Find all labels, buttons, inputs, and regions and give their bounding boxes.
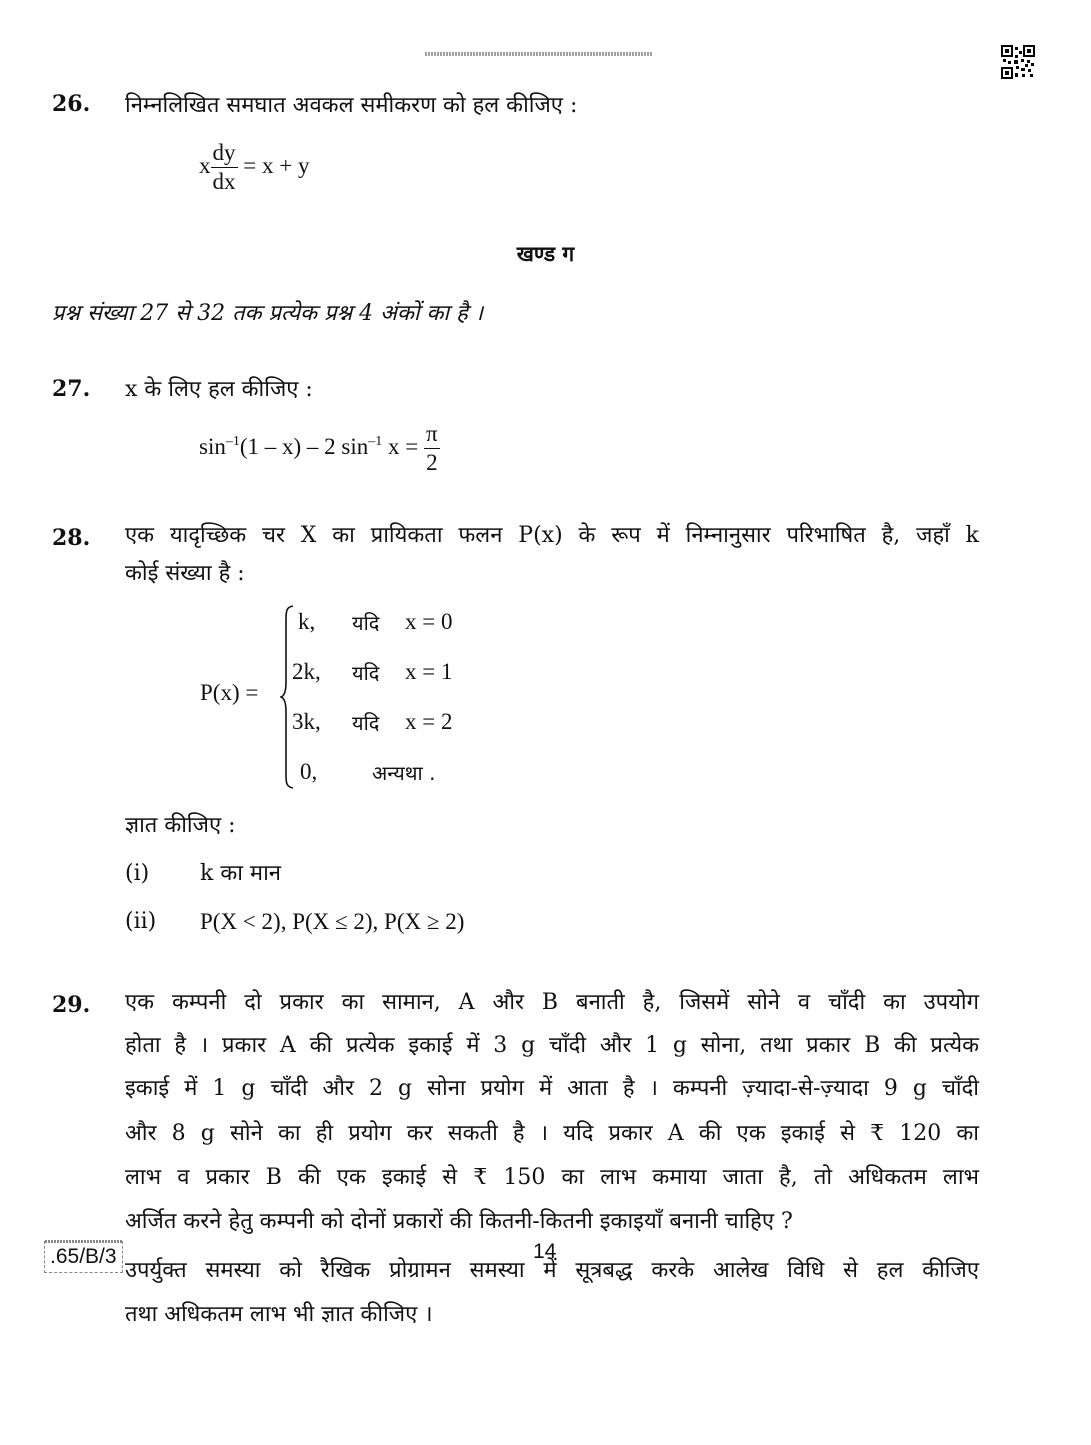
q26-equation [199,141,309,194]
q27-fraction-num: π [424,422,440,449]
case-equation: x = 1 [405,659,453,684]
q26-fraction-num: dy [211,141,238,168]
q27-eq-part3: x = [382,433,424,459]
page-number: 14 [533,1240,557,1263]
q27-fraction-den: 2 [426,450,438,475]
q29-line: लाभ व प्रकार B की एक इकाई से ₹ 150 का लाभ कमाया जाता है, तो अधिकतम लाभ [125,1165,979,1190]
q29-line: एक कम्पनी दो प्रकार का सामान, A और B बनाती है, जिसमें सोने व चाँदी का उपयोग [125,990,979,1015]
top-microtext-strip [425,52,653,56]
q26-number: 26. [52,91,91,117]
case-condition: यदि [352,661,380,685]
q28-line1: एक यादृच्छिक चर X का प्रायिकता फलन P(x) के रूप में निम्नानुसार परिभाषित है, जहाँ k [125,523,979,548]
q28-find: ज्ञात कीजिए : [125,813,236,838]
q27-number: 27. [52,376,91,402]
q27-fraction [424,422,440,475]
q28-part-text: k का मान [200,861,281,886]
case-value: 2k, [292,659,321,684]
q28-part-label: (ii) [125,909,157,934]
q28-lhs: P(x) = [200,680,259,705]
q26-text: निम्नलिखित समघात अवकल समीकरण को हल कीजिए : [125,93,578,118]
q26-eq-rhs: = x + y [243,152,310,178]
case-value: 0, [300,759,318,784]
q28-line2: कोई संख्या है : [125,561,245,586]
q29-line: इकाई में 1 g चाँदी और 2 g सोना प्रयोग में आता है । कम्पनी ज़्यादा-से-ज़्यादा 9 g चाँदी [125,1076,979,1101]
q29-line: उपर्युक्त समस्या को रैखिक प्रोग्रामन समस्या में सूत्रबद्ध करके आलेख विधि से हल कीजिए [125,1258,979,1283]
q26-eq-lhs: x [199,152,211,178]
q27-eq-exp2: –1 [368,434,383,450]
left-brace-icon [280,604,294,790]
microtext-strip [45,1240,122,1243]
q26-fraction-den: dx [212,169,236,194]
case-condition: यदि [352,711,380,735]
q27-eq-part2: (1 – x) – 2 sin [239,433,369,459]
q26-fraction [211,141,238,194]
q28-number: 28. [52,525,91,551]
q27-equation [199,422,440,475]
q29-line: और 8 g सोने का ही प्रयोग कर सकती है । यदि प्रकार A की एक इकाई से ₹ 120 का [125,1121,979,1146]
q29-number: 29. [52,992,91,1018]
q29-line: तथा अधिकतम लाभ भी ज्ञात कीजिए । [125,1302,433,1327]
q28-part-text: P(X < 2), P(X ≤ 2), P(X ≥ 2) [200,909,465,934]
paper-code [44,1241,123,1273]
section-instruction: प्रश्न संख्या 27 से 32 तक प्रत्येक प्रश्न 4 अंकों का है । [52,301,484,326]
case-equation: x = 2 [405,709,453,734]
case-value: 3k, [292,709,321,734]
q28-part-label: (i) [125,861,150,886]
q27-eq-part1: sin [199,433,226,459]
paper-code-text: .65/B/3 [50,1245,117,1268]
q29-line: होता है । प्रकार A की प्रत्येक इकाई में 3 g चाँदी और 1 g सोना, तथा प्रकार B की प्रत्येक [125,1033,979,1058]
case-condition: अन्यथा . [372,761,436,785]
case-condition: यदि [352,611,380,635]
section-heading: खण्ड ग [516,241,575,266]
case-value: k, [298,609,316,634]
q27-text: x के लिए हल कीजिए : [125,377,313,402]
case-equation: x = 0 [405,609,453,634]
qr-code-icon [1001,45,1035,79]
q27-eq-exp1: –1 [225,434,240,450]
q29-line: अर्जित करने हेतु कम्पनी को दोनों प्रकारों की कितनी-कितनी इकाइयाँ बनानी चाहिए ? [125,1209,793,1234]
